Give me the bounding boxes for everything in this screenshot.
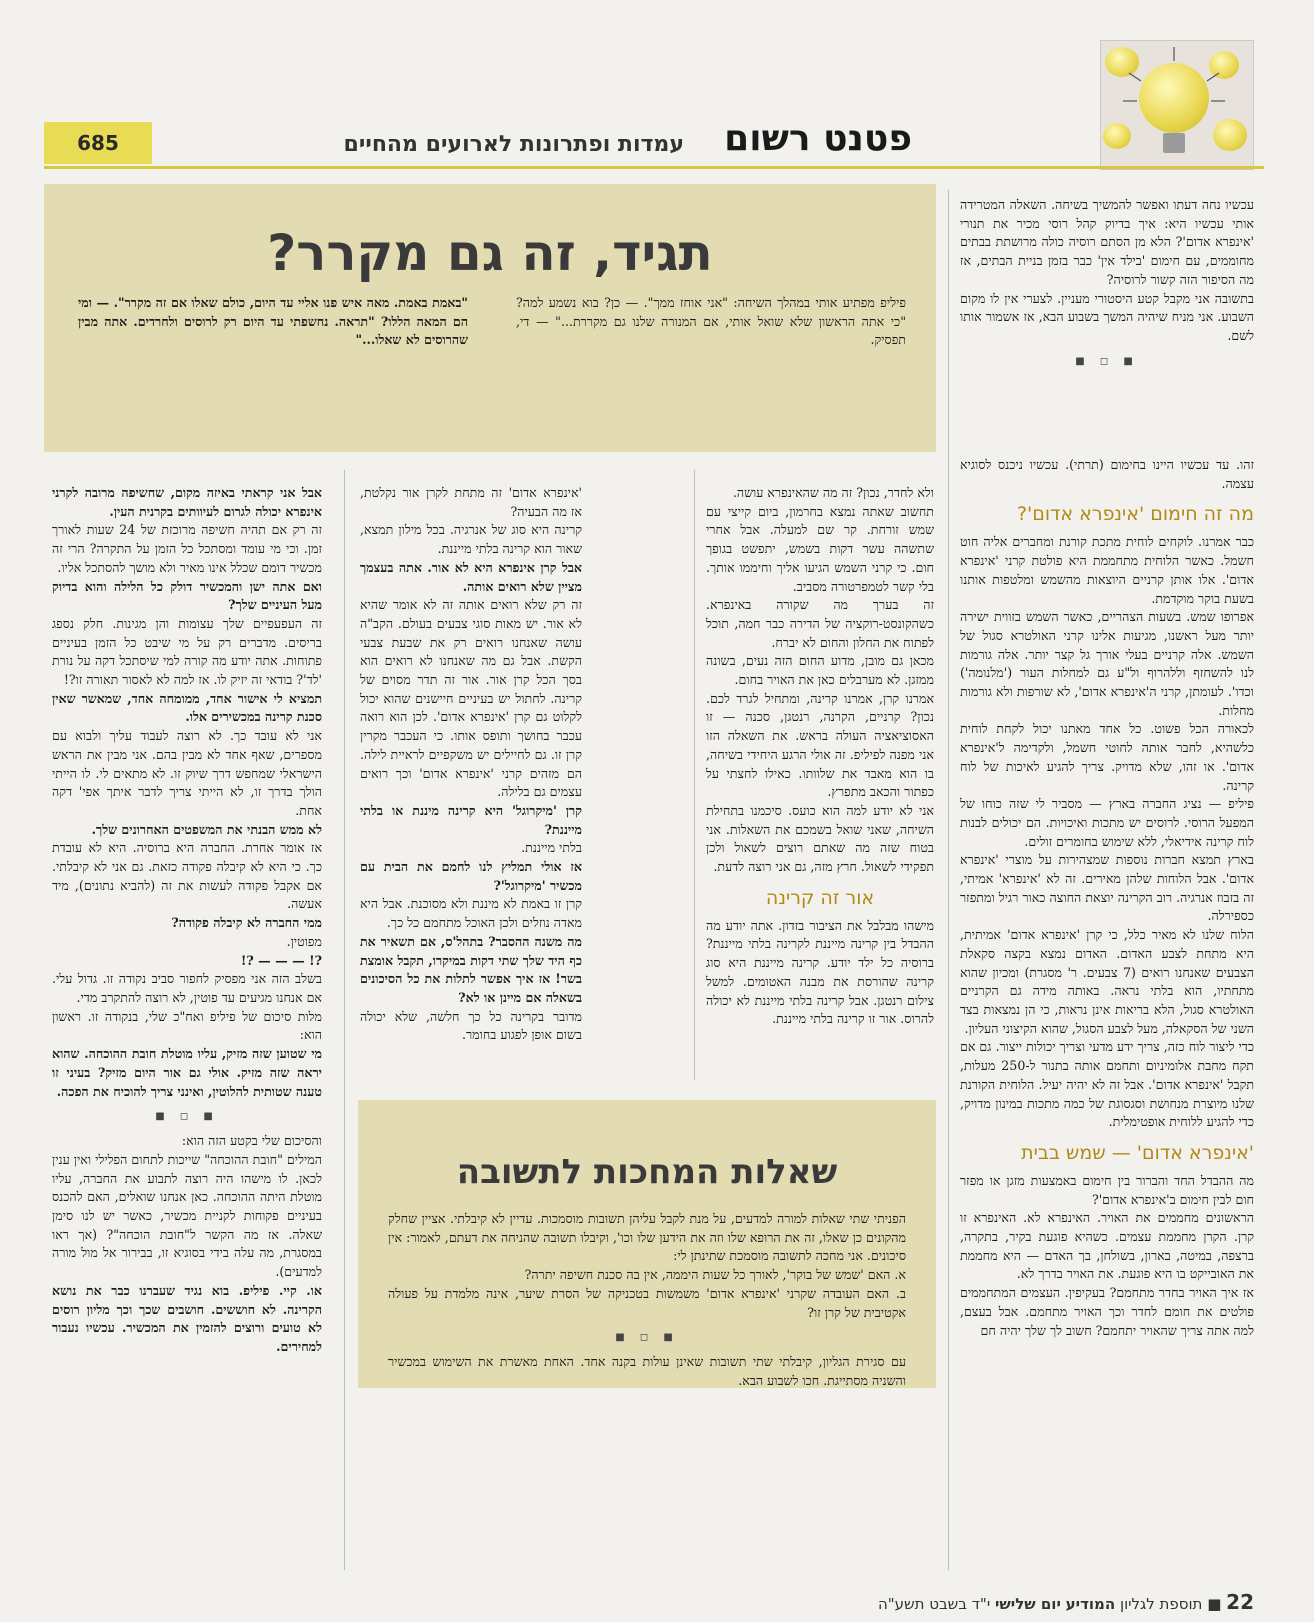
paragraph: מדובר בקרינה כל כך חלשה, שלא יכולה בשום אופן לפגוע בחומר. [360, 1008, 582, 1043]
box-text-right [516, 294, 906, 350]
paragraph: זה העפעפיים שלך עצומות והן מגינות. חלק נספג בריסים. מדברים רק על מי שיבט כל הזמן בעיניים פתוחות. אתה יודע מה קורה למי שיסתכל דקה על נורת 'לד'? בודאי זה יזיק לו. אז למה לא לאסור תאורה זו?! [52, 615, 322, 688]
box-paragraph: פיליפ מפתיע אותי במהלך השיחה: "אני אוחז ממך". — כן? בוא נשמע למה? "כי אתה הראשון שלא שואל אותי, אם המנורה שלנו גם מקררת..." — די, תפסיק. [516, 295, 906, 348]
question-paragraph: אז אולי תמליץ לנו לחמם את הבית עם מכשיר 'מיקרוגל'? [360, 859, 582, 893]
paragraph: עכשיו נחה דעתו ואפשר להמשיך בשיחה. השאלה המטרידה אותי עכשיו היא: איך בדיוק קהל רוסי מכיר את תנורי 'אינפרא אדום'? הלא מן הסתם רוסיה כולה מרושתת בבתים מחוממים, עם חימום 'בילד אין' כבר בזמן בניית הבתים, אז מה הסיפור הזה קשור לרוסיה? [960, 197, 1254, 287]
article-column-1 [960, 456, 1254, 1340]
article-column-2 [706, 484, 934, 1029]
section-subtitle: עמדות ופתרונות לארועים מהחיים [343, 132, 684, 157]
newspaper-name: המודיע [1065, 1595, 1116, 1613]
interview-box [44, 184, 936, 452]
paragraph: אני לא יודע למה הוא כועס. סיכמנו בתחילת השיחה, שאני שואל בשמכם את השאלות. אני בטוח שזה מה שאתם רוצים לשאול ולכן תפקידי לשאול. חרץ מזה, גם אני רוצה לדעת. [706, 802, 934, 875]
footer-date: י"ד בשבט תשע"ה [877, 1595, 991, 1613]
question-paragraph: ?! — — — ?! [240, 952, 322, 968]
header-rule [44, 166, 1264, 169]
article-column-1-top [960, 196, 1254, 377]
paragraph: מישהו מבלבל את הציבור בזדון. אתה יודע מה ההבדל בין קרינה מייננת לקרינה בלתי מייננת? ברוסיה כל ילד יודע. קרינה מייננת היא סוג קרינה שהורסת את מבנה האטומים. למשל צילום רנטגן. אבל קרינה בלתי מייננת לא יכולה להרוס. אור זו קרינה בלתי מייננת. [706, 917, 934, 1027]
box-paragraph: עם סגירת הגליון, קיבלתי שתי תשובות שאינן עולות בקנה אחד. האחת מאשרת את השימוש במכשיר והשניה מסתייגת. חכו לשבוע הבא. [388, 1354, 906, 1388]
paragraph: קרינה היא סוג של אנרגיה. בכל מילון תמצא, שאור הוא קרינה בלתי מייננת. [360, 522, 582, 557]
paragraph: המילים "חובת ההוכחה" שייכות לתחום הפלילי ואין ענין לכאן. לו מישהו היה רוצה לתבוע את החברה, עליו מוטלת היתה ההוכחה. כאן אנחנו שואלים, האם להכנס בעיניים פקוחות לקניית מכשיר, כאשר יש לנו סימן שאלה. אז מה הקשר ל"חובת הוכחה"? (אך ראו במסגרת, מה עלה בידי בסוגיא זו, בבירור אל מול מורה למדעים). [52, 1151, 322, 1280]
section-title: פטנט רשום [724, 118, 912, 159]
question-paragraph: מה משנה ההסבר? בתהל'ס, אם תשאיר את כף היד שלך שתי דקות במיקרו, תקבל אומצת בשר! אז איך אפשר לתלות את כל הסיכונים בשאלה אם מיינן או לא? [360, 933, 582, 1005]
paragraph: זה רק שלא רואים אותה זה לא אומר שהיא לא אור. יש מאות סוגי צבעים בעולם. הקב"ה עושה שאנחנו רואים רק את שבעת צבעי הקשת. אבל גם מה שאנחנו לא רואים הוא בסך הכל קרן אור. אור זה תדר מסוים של קרינה. לחתול יש בעיניים חיישנים שהוא יכול לקלוט גם קרן 'אינפרא אדום'. לכן הוא רואה עכבר בחושך ותופס אותו. כי העכבר מקרין קרן זו. גם לחיילים יש משקפיים לראיית לילה. הם מזהים קרני 'אינפרא אדום' וכך רואים עצמים גם בלילה. [360, 597, 582, 800]
paragraph: תחשוב שאתה נמצא בחרמון, ביום קייצי עם שמש זורחת. קר שם למעלה. אבל אחרי שתשהה עשר דקות בשמש, יתפשט בגופך חום. כי קרני השמש הגיעו אליך וחיממו אותך. בלי קשר לטמפרטורה מסביב. [706, 503, 934, 594]
paragraph: זה בערך מה שקורה באינפרא. כשהקונסט-רוקציה של הדירה כבר חמה, תוכל לפתוח את החלון והחום לא יברח. [706, 597, 934, 650]
paragraph: 'אינפרא אדום' זה מתחת לקרן אור נקלטת, אז מה הבעיה? [360, 485, 582, 519]
paragraph: לכאורה הכל פשוט. כל אחד מאתנו יכול לקחת לוחית כלשהיא, לחבר אותה לחוטי חשמל, ולקדימה ל'אינפרא אדום'. או זהו, שלא מדויק. צריך להגיע לאיכות של לוח קרינה. [960, 721, 1254, 793]
question-paragraph: קרן 'מיקרוגל' היא קרינה מיננת או בלתי מייננת? [360, 802, 582, 837]
paragraph: בלתי מייננת. [521, 840, 582, 856]
paragraph: מכאן גם מובן, מדוע החום הזה נעים, בשונה ממזגן. לא מערבלים כאן את האויר בחום. [706, 653, 934, 688]
section-separator: ■ ◻ ■ [155, 1111, 219, 1123]
column-divider [694, 470, 695, 1080]
subheading: מה זה חימום 'אינפרא אדום'? [1016, 503, 1254, 526]
paragraph: בשלב הזה אני מפסיק לחפור סביב נקודה זו. גדול עלי. אם אנחנו מגיעים עד פוטין, לא רוצה להתקרב מדי. [52, 971, 322, 1005]
article-column-3 [360, 484, 582, 1045]
light-rays-icon [1101, 41, 1253, 169]
paragraph: זה רק אם תהיה חשיפה מרוכזת של 24 שעות לאורך זמן. וכי מי עומד ומסתכל כל הזמן על התקרה? הרי זה מכשיר דומם שכלל אינו מאיר ולא מושך להסתכל אליו. [52, 522, 322, 575]
paragraph: מלות סיכום של פיליפ ואח"כ שלי, בנקודה זו. ראשון הוא: [52, 1008, 322, 1043]
footer-prefix: תוספת לגליון [1119, 1595, 1203, 1613]
lightbulbs-logo [1100, 40, 1254, 170]
page-footer [878, 1590, 1254, 1614]
question-paragraph: אבל אני קראתי באיזה מקום, שחשיפה מרובה לקרני אינפרא יכולה לגרום לעיוותים בקרנית העין. [52, 485, 322, 519]
paragraph: אני לא עובד כך. לא רוצה לעבוד עליך ולבוא עם מספרים, שאף אחד לא מבין בהם. אני מבין את הראש הישראלי שמחפש דרך שיוק זו. לא מתאים לי. לו הייתי הולך בדרך זו, לא הייתי צריך לדבר איתך אפי' דקה אחת. [52, 728, 322, 818]
question-paragraph: לא ממש הבנתי את המשפטים האחרונים שלך. [91, 821, 322, 837]
box-paragraph: הפניתי שתי שאלות למורה למדעים, על מנת לקבל עליהן תשובות מוסמכות. עדיין לא קיבלתי. אציין שחלק מהקונים כן שאלו, זה את הרופא שלו וזה את הידען שלו וכו', וקיבלו תשובה שהניחה את דעתם, לאמור: אין סיכונים. אני מחכה לתשובה מוסמכת שתינתן לי: [388, 1211, 906, 1264]
paragraph: מפוטין. [286, 933, 322, 949]
paragraph: זהו. עד עכשיו היינו בחימום (תרתי). עכשיו ניכנס לסוגיא עצמה. [960, 457, 1254, 491]
section-number: 685 [44, 122, 152, 164]
paragraph: פיליפ — נציג החברה בארץ — מסביר לי שזה כוחו של המפעל הרוסי. לרוסים יש מתכות ואיכויות. הם יכולים לבנות לוח קרינה אידיאלי, ללא שימוש בחומרים זולים. [960, 796, 1254, 849]
box-headline: תגיד, זה גם מקרר? [267, 224, 713, 282]
box-text-left [78, 294, 468, 350]
footer-day: יום שלישי [994, 1595, 1061, 1613]
question-paragraph: אבל קרן אינפרא היא לא אור. אתה בעצמך מציין שלא רואים אותה. [360, 559, 582, 594]
paragraph: הראשונים מחממים את האויר. האינפרא לא. האינפרא זו קרן. הקרן מחממת עצמים. כשהיא פוגעת בקיר, בתקרה, ברצפה, במיטה, בארון, בשולחן, בך האדם — היא מחממת את האובייקט בו היא פוגעת. את האויר בדרך לא. [960, 1210, 1254, 1282]
page-number: 22 [1226, 1590, 1254, 1614]
box-paragraph: א. האם 'שמש של בוקר', לאורך כל שעות היממה, אין בה סכנת חשיפה יתרה? [524, 1267, 906, 1283]
box-paragraph: ב. האם העובדה שקרני 'אינפרא אדום' משמשות בטכניקה של הסרת שיער, אינה מלמדת על פעולה אקטיבית של קרן זו? [388, 1285, 906, 1320]
paragraph: הלוח שלנו לא מאיר כלל, כי קרן 'אינפרא אדום' אמיתית, היא מתחת לצבע האדום. האדום נמצא בקצה סקאלת הצבעים שאנחנו רואים (7 צבעים. ר' מסגרת) ומכיון שהוא מתחתיו, הוא בלתי נראה. באותה מידה גם הקרניים האולטרא סגול, הלא בריאות אינן נראות, כי הן נמצאות בצד השני של הסקאלה, מעל לצבע הסגול, שהוא הקיצוני העליון. [960, 927, 1254, 1036]
paragraph: כבר אמרנו. לוקחים לוחית מתכת קורנת ומחברים אליה חוט חשמל. כאשר הלוחית מתחממת היא פולטת קרני 'אינפרא אדום'. אלו אותן קרניים היוצאות מהשמש ומלטפות אותנו בשעת בוקר מוקדמת. [960, 534, 1254, 606]
section-separator: ■ ◻ ■ [615, 1332, 679, 1344]
question-paragraph: מי שטוען שזה מזיק, עליו מוטלת חובת ההוכחה. שהוא יראה שזה מזיק. אולי גם אור היום מזיק? בעיני זו טענה שטותית להלוטין, ואינני צריך להוכיח את הפכה. [52, 1046, 322, 1099]
paragraph: אז אומר אחרת. החברה היא ברוסיה. היא לא עובדת כך. כי היא לא קיבלה פקודה כזאת. גם אני לא קיבלתי. אם אקבל פקודה לעשות את זה (להביא נתונים), מיד אעשה. [52, 840, 322, 912]
paragraph: מה ההבדל החד והברור בין חימום באמצעות מזגן או מפזר חום לבין חימום ב'אינפרא אדום'? [960, 1172, 1254, 1207]
column-divider [948, 190, 949, 1570]
paragraph: קרן זו באמת לא מיננת ולא מסוכנת. אבל היא מאדה נוזלים ולכן האוכל מתחמם כל כך. [360, 896, 582, 931]
open-questions-box [358, 1100, 936, 1388]
footer-square-icon: ■ [1202, 1595, 1222, 1613]
paragraph: כדי ליצור לוח כזה, צריך ידע מדעי וצריך יכולות ייצור. גם אם תקח מחבת אלומיניום ותחמם אותה בתנור ל-250 מעלות, תקבל 'אינפרא אדום'. אבל זה לא יהיה יעיל. הלוחית הקורנת שלנו מיוצרת מנחושת וסגסוגת של כמה מתכות במינון מדויק, כדי להגיע ללוחית אופטימלית. [960, 1039, 1254, 1130]
paragraph: בארץ תמצא חברות נוספות שמצהירות על מוצרי 'אינפרא אדום'. אבל הלוחות שלהן מאירים. זה לא 'אינפרא' אמיתי, זה בזבוז אנרגיה. רוב הקרינה יוצאת החוצה כאור רגיל ומתפזר כספירלה. [960, 852, 1254, 924]
paragraph: ולא לחדר, נכון? זה מה שהאינפרא עושה. [732, 485, 934, 500]
column-divider [344, 470, 345, 1570]
box-headline: שאלות המחכות לתשובה [456, 1152, 838, 1192]
section-separator: ■ ◻ ■ [1075, 355, 1139, 367]
box-body [388, 1210, 906, 1391]
box-paragraph: "באמת באמת. מאה איש פנו אליי עד היום, כולם שאלו אם זה מקרר". — ומי הם המאה הללו? "תראה. נחשפתי עד היום רק לרוסים ולחרדים. אתה מבין שהרוסים לא שאלו..." [78, 295, 468, 348]
article-column-4 [52, 484, 322, 1357]
paragraph: אז איך האויר בחדר מתחמם? בעקיפין. העצמים המתחממים פולטים את חומם לחדר וכך האויר מתחמם. אבל בעצם, למה אתה צריך שהאויר יתחמם? חשוב לך שלך יהיה חם [960, 1285, 1254, 1338]
question-paragraph: תמציא לי אישור אחד, ממומחה אחד, שמאשר שאין סכנת קרינה במכשירים אלו. [52, 690, 322, 725]
question-paragraph: או. קיי. פיליפ. בוא נגיד שעברנו כבר את נושא הקרינה. לא חוששים. חושבים שכך וכך מליון רוסים לא טועים ורוצים להזמין את המכשיר. עכשיו נעבור למחירים. [52, 1282, 322, 1354]
question-paragraph: ואם אתה ישן והמכשיר דולק כל הלילה והוא בדיוק מעל העיניים שלך? [52, 578, 322, 613]
paragraph: בתשובה אני מקבל קטע היסטורי מעניין. לצערי אין לו מקום השבוע. אני מניח שיהיה המשך בשבוע הבא, אז אשמור אותו לשם. [960, 290, 1254, 343]
question-paragraph: ממי החברה לא קיבלה פקודה? [171, 915, 322, 931]
paragraph: אפרופו שמש. בשעות הצהריים, כאשר השמש בזווית ישירה יותר מעל ראשנו, מגיעות אלינו קרני האולטרא סגול של השמש. אלה קרניים בעלי אורך גל קצר יותר. אלה גורמות לנו להשחזף וללהרוף ול"ע גם למחלות העור ('מלנומה') וכדו'. לעומתן, קרני ה'אינפרא אדום', לא שורפות ולא גורמות מחלות. [960, 609, 1254, 718]
subheading: אור זה קרינה [765, 886, 875, 909]
paragraph: אמרנו קרן, אמרנו קרינה, ומתחיל לגרד לכם. נכון? קרניים, הקרנה, רנטגן, סכנה — זו האסוציאציה העולה בראש. את השאלה הזו אני מפנה לפיליפ. זה אולי הרגע היחידי בשיחה, בו הוא מאבד את שלוותו. כאילו לחצתי על כפתור והכאב מתפרץ. [706, 690, 934, 800]
subheading: 'אינפרא אדום' — שמש בבית [1021, 1141, 1254, 1164]
paragraph: והסיכום שלי בקטע הזה הוא: [181, 1133, 322, 1149]
